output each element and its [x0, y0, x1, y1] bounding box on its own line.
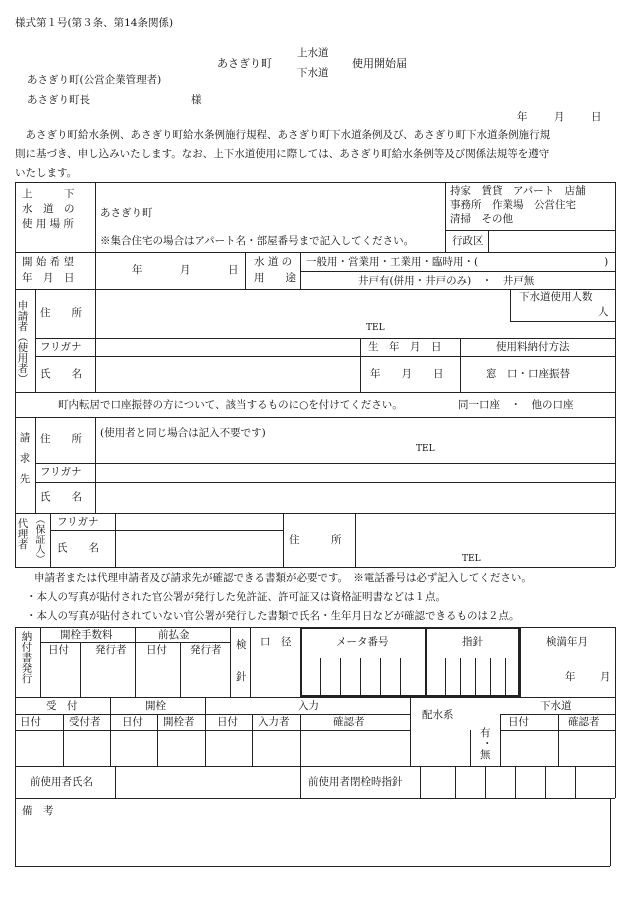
billing-tel-label: TEL: [416, 444, 435, 454]
agent-furigana-label: フリガナ: [57, 516, 99, 528]
transfer-options[interactable]: 同一口座 ・ 他の口座: [458, 399, 574, 411]
start-label-line2: 年 月 日: [22, 272, 75, 284]
birth-label: 生 年 月 日: [368, 341, 442, 353]
agent-name-label: 氏 名: [57, 542, 99, 554]
intro-line-2: 則に基づき、申し込みいたします。なお、上下水道使用に際しては、あさぎり町給水条例等及び関係法規等を遵守: [15, 148, 550, 160]
place-label-line2: 水 道 の: [22, 203, 75, 215]
bore-label: 口 径: [260, 636, 292, 648]
sewer-confirmer-label: 確認者: [568, 716, 600, 728]
prepay-issuer-label: 発行者: [190, 644, 222, 656]
expiry-month-label: 月: [600, 671, 611, 683]
start-year[interactable]: 年: [132, 264, 143, 276]
date-day-label: 日: [591, 111, 602, 123]
notes-line-3: ・本人の写真が貼付されていない官公署が発行した書類で氏名・生年月日などが確認できるものは２点。: [26, 610, 520, 622]
sewer-label: 下水道: [540, 700, 572, 712]
page-title: 使用開始届: [352, 57, 407, 70]
inspection-expiry-label: 検満年月: [546, 636, 588, 648]
receiver-label: 受付者: [69, 716, 101, 728]
addressee-mayor: あさぎり町長: [27, 94, 90, 106]
applicant-furigana-label: フリガナ: [40, 341, 82, 353]
agent-side-label: 代理者: [16, 518, 29, 550]
place-note: ※集合住宅の場合はアパート名・部屋番号まで記入してください。: [100, 235, 415, 247]
receipt-label: 受 付: [46, 700, 78, 712]
payment-options[interactable]: 窓 口・口座振替: [486, 368, 570, 380]
billing-name-label: 氏 名: [40, 491, 82, 503]
payment-slip-label: 納付書発行: [20, 631, 33, 684]
usage-label-line1: 水 道 の: [254, 256, 293, 268]
expiry-year-label: 年: [565, 671, 576, 683]
meter-reading-label: 指針: [462, 636, 483, 648]
agent-tel-label: TEL: [462, 554, 481, 564]
well-options[interactable]: 井戸有(併用・井戸のみ) ・ 井戸無: [358, 275, 535, 287]
billing-address-label: 住 所: [40, 433, 82, 445]
addressee-sama: 様: [191, 94, 202, 106]
opener-label: 開栓者: [163, 716, 195, 728]
opening-fee-label: 開栓手数料: [60, 629, 113, 641]
applicant-name-label: 氏 名: [40, 368, 82, 380]
input-confirmer-label: 確認者: [333, 716, 365, 728]
meter-number-label: メータ番号: [336, 636, 389, 648]
previous-user-label: 前使用者氏名: [30, 776, 93, 788]
place-value[interactable]: あさぎり町: [100, 207, 153, 219]
building-types-line1[interactable]: 持家 賃貸 アパート 店舗: [450, 185, 586, 197]
applicant-side-label: 申請者（使用者）: [16, 300, 29, 384]
building-types-line2[interactable]: 事務所 作業場 公営住宅: [450, 199, 576, 211]
building-types-line3[interactable]: 清掃 その他: [450, 213, 513, 225]
title-upper-water: 上水道: [297, 47, 329, 59]
date-month-label: 月: [554, 111, 565, 123]
payment-method-label: 使用料納付方法: [496, 341, 570, 353]
district-label: 行政区: [452, 235, 484, 247]
usage-label-line2: 用 途: [254, 272, 296, 284]
title-town: あさぎり町: [217, 57, 272, 70]
input-label: 入力: [298, 700, 319, 712]
form-number: 様式第１号(第３条、第14条関係): [15, 17, 174, 29]
title-sewer: 下水道: [297, 67, 329, 79]
date-year-label: 年: [517, 111, 528, 123]
start-label-line1: 開 始 希 望: [22, 256, 75, 268]
intro-line-1: あさぎり町給水条例、あさぎり町給水条例施行規程、あさぎり町下水道条例及び、あさぎり町下水道条例施行規: [15, 129, 551, 141]
usage-options[interactable]: 一般用・営業用・工業用・臨時用・( ): [306, 256, 609, 268]
sewer-date-label: 日付: [508, 716, 529, 728]
distribution-label: 配水系: [422, 709, 454, 721]
fee-issuer-label: 発行者: [95, 644, 127, 656]
agent-address-label: 住 所: [289, 534, 342, 546]
sewer-yes-label: 有: [480, 727, 491, 739]
receipt-date-label: 日付: [20, 716, 41, 728]
agent-guarantor-label: （保証人）: [33, 514, 44, 564]
applicant-address-label: 住 所: [40, 307, 82, 319]
prepay-date-label: 日付: [146, 644, 167, 656]
start-month[interactable]: 月: [180, 264, 191, 276]
open-label: 開栓: [145, 700, 166, 712]
place-label-line3: 使 用 場 所: [22, 218, 75, 230]
fee-date-label: 日付: [48, 644, 69, 656]
sewer-count-label: 下水道使用人数: [519, 291, 593, 303]
addressee-manager: あさぎり町(公営企業管理者): [27, 74, 162, 86]
start-day[interactable]: 日: [228, 264, 239, 276]
notes-line-1: 申請者または代理申請者及び請求先が確認できる書類が必要です。 ※電話番号は必ず記入してください。: [34, 572, 532, 584]
transfer-note: 町内転居で口座振替の方について、該当するものに○を付けてください。: [58, 399, 403, 411]
billing-address-note: (使用者と同じ場合は記入不要です): [100, 427, 266, 439]
applicant-tel-label: TEL: [366, 323, 385, 333]
sewer-count-unit: 人: [598, 306, 609, 318]
inspection-shin-label: 針: [236, 671, 247, 683]
sewer-dot: ・: [482, 738, 493, 750]
place-label-line1: 上 下: [22, 188, 75, 200]
previous-reading-label: 前使用者閉栓時指針: [308, 776, 403, 788]
remarks-label: 備 考: [22, 805, 54, 817]
billing-side-label: 請求先: [18, 432, 31, 494]
open-date-label: 日付: [122, 716, 143, 728]
intro-line-3: いたします。: [15, 167, 78, 179]
inspection-ken-label: 検: [236, 639, 247, 651]
prepayment-label: 前払金: [158, 629, 190, 641]
inputter-label: 入力者: [258, 716, 290, 728]
birth-fields[interactable]: 年 月 日: [370, 368, 444, 380]
input-date-label: 日付: [217, 716, 238, 728]
notes-line-2: ・本人の写真が貼付された官公署が発行した免許証、許可証又は資格証明書などは１点。: [26, 591, 446, 603]
sewer-no-label: 無: [480, 749, 491, 761]
billing-furigana-label: フリガナ: [40, 466, 82, 478]
